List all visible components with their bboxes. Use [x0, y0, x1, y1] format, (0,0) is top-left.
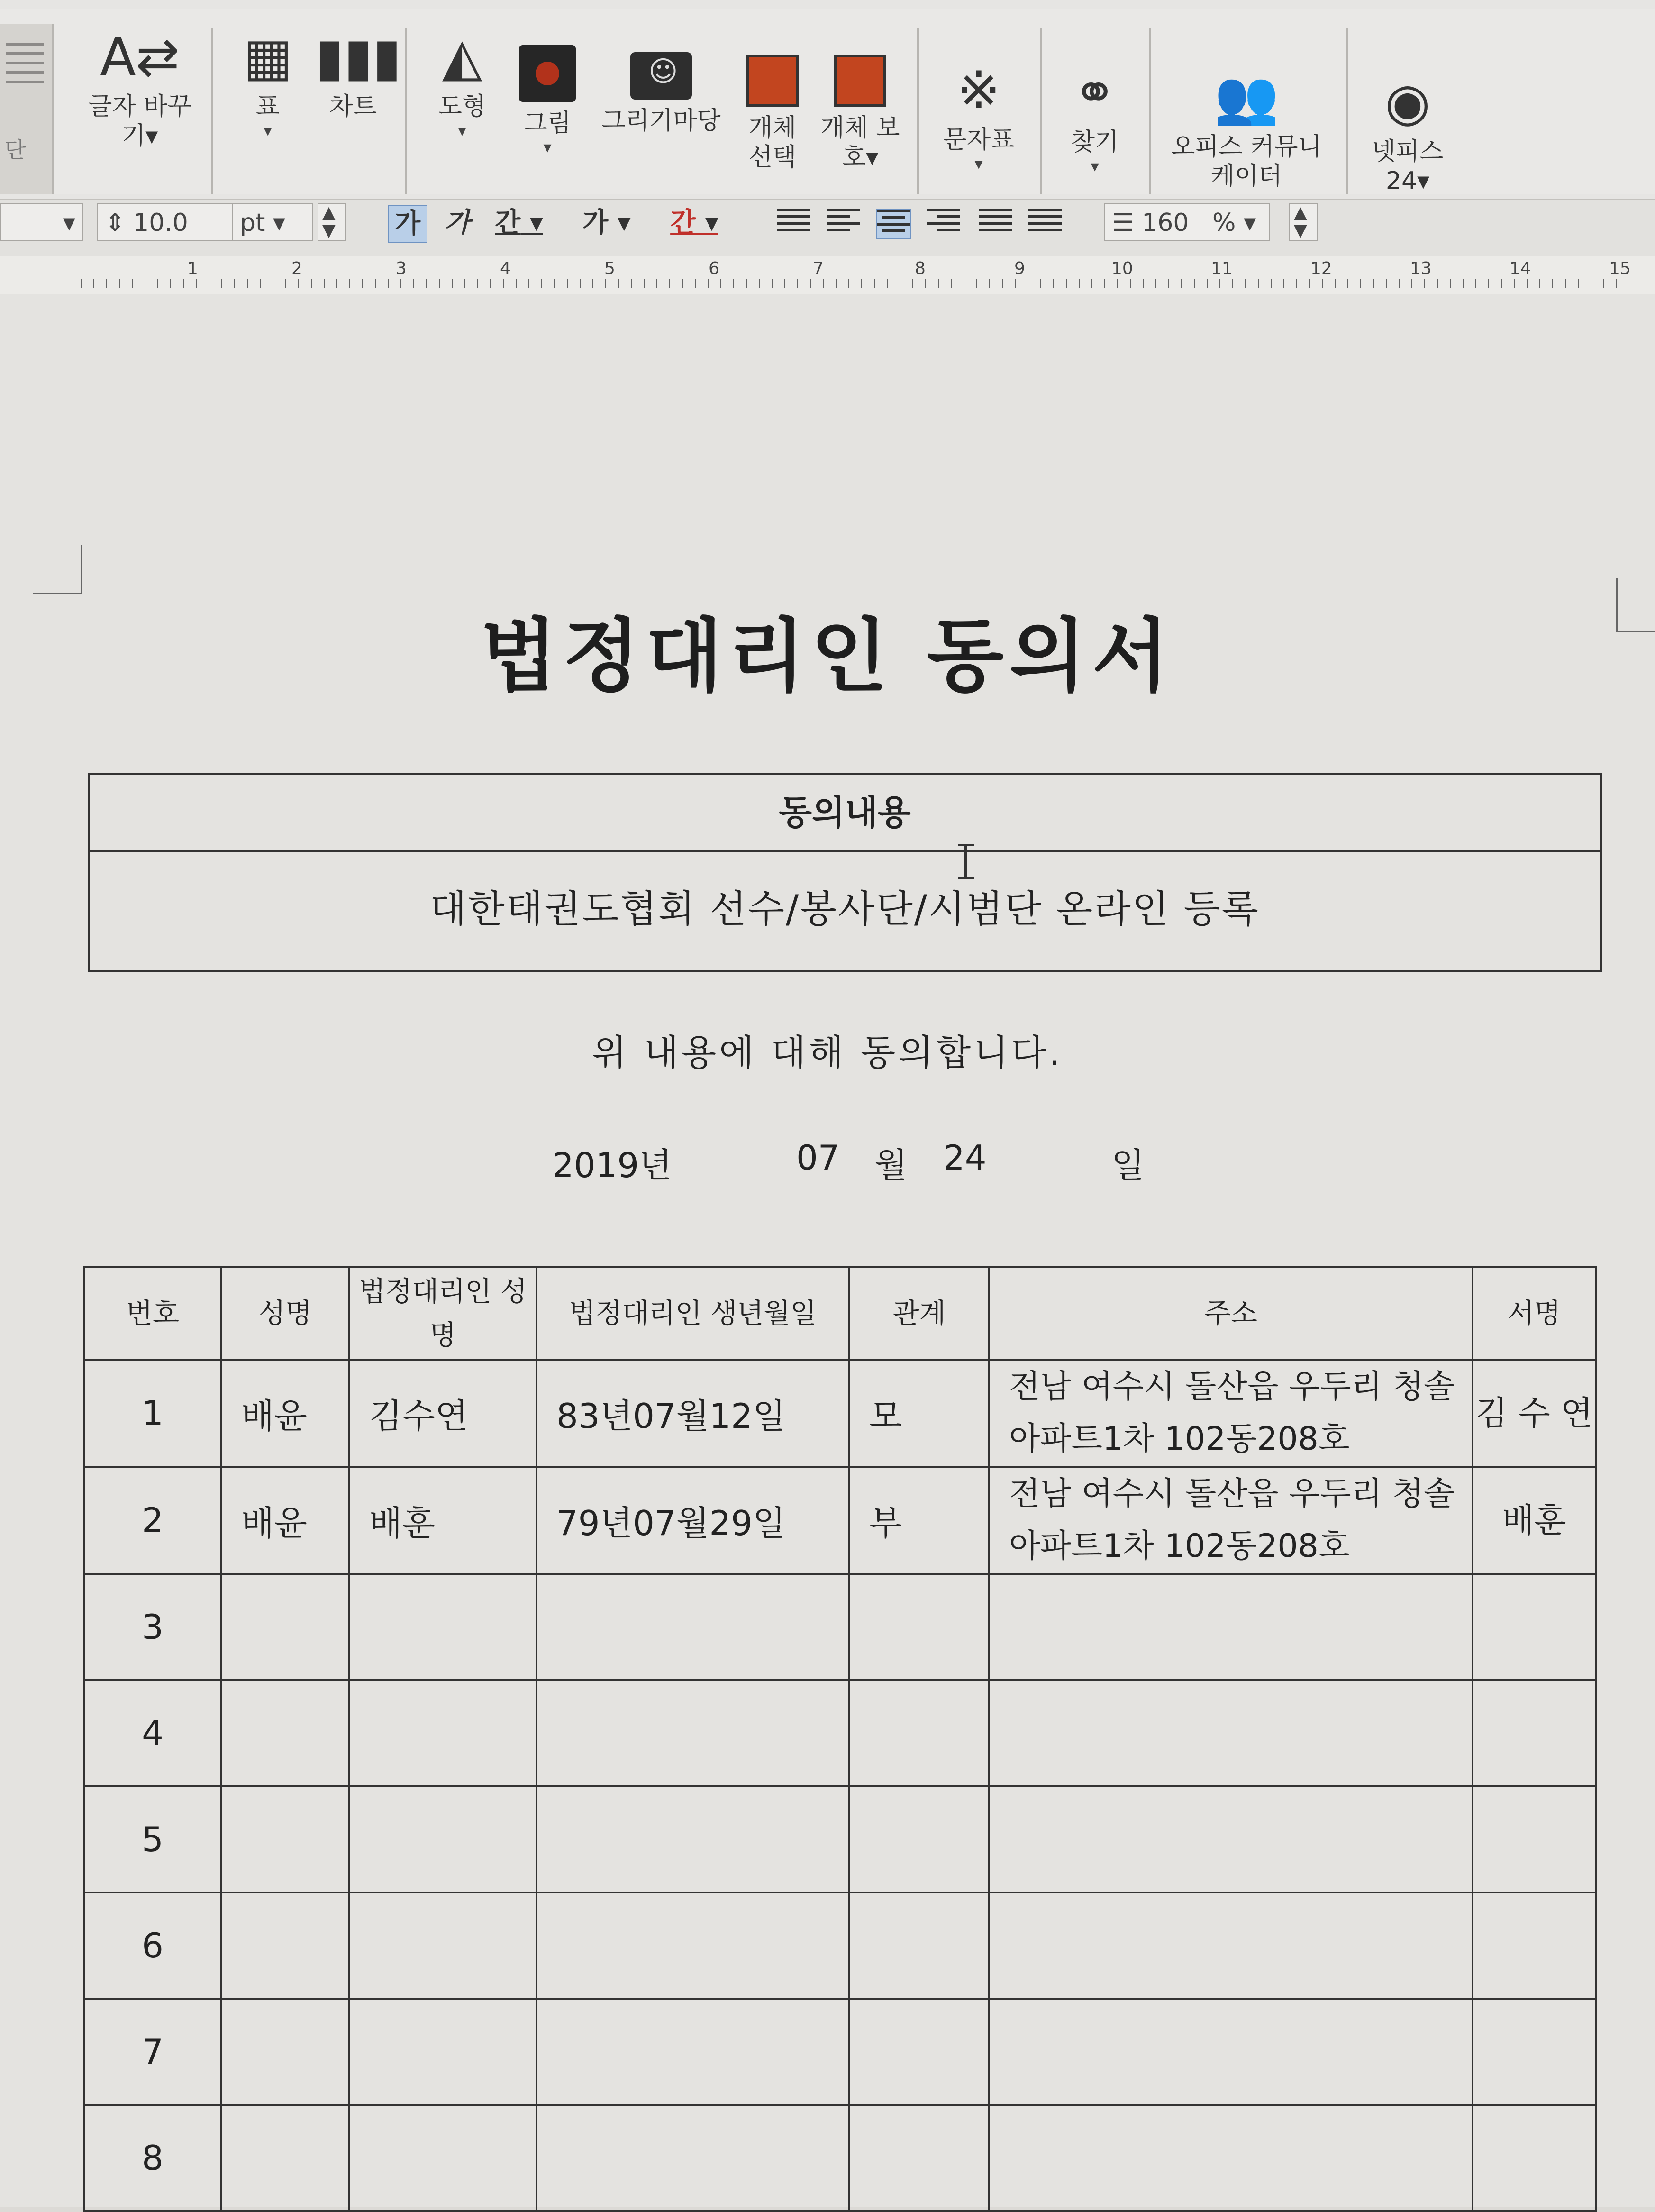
ruler-number: 10	[1111, 259, 1133, 278]
align-justify-button[interactable]	[777, 209, 810, 237]
ruler-ticks	[81, 279, 1627, 288]
font-unit-select[interactable]: pt ▾	[232, 203, 313, 241]
object-protect-button[interactable]	[820, 55, 900, 172]
cell-signature[interactable]	[1473, 1786, 1596, 1892]
ruler-number: 2	[291, 259, 302, 278]
style-dropdown[interactable]: ▾	[0, 203, 83, 241]
find-label: 찾기	[1071, 128, 1119, 156]
chart-button[interactable]	[315, 27, 401, 121]
agree-statement: 위 내용에 대해 동의합니다.	[591, 1032, 1064, 1074]
ruler-number: 6	[709, 259, 719, 278]
bold-label: 가	[394, 208, 421, 239]
cell-address[interactable]: 전남 여수시 돌산읍 우두리 청솔아파트1차 102동208호	[989, 1467, 1473, 1574]
date-year: 2019년	[552, 1145, 672, 1185]
cell-guardian-birth[interactable]	[537, 1574, 849, 1680]
strikethrough-label: 가	[582, 207, 609, 238]
ruler-number: 9	[1014, 259, 1025, 278]
ribbon-separator	[405, 28, 407, 194]
cell-address[interactable]	[989, 1892, 1473, 1999]
cell-guardian-name[interactable]	[349, 1999, 537, 2105]
font-color-button[interactable]: 간 ▾	[670, 207, 718, 238]
cell-relation[interactable]	[849, 2105, 989, 2211]
cell-guardian-birth[interactable]	[537, 1786, 849, 1892]
cell-relation[interactable]	[849, 1680, 989, 1786]
ribbon	[0, 9, 1655, 194]
shape-icon: ◭	[442, 27, 482, 87]
line-spacing-value: 160	[1142, 209, 1189, 237]
picture-icon	[519, 45, 576, 102]
cell-number[interactable]: 4	[84, 1680, 221, 1786]
cell-guardian-name[interactable]	[349, 1680, 537, 1786]
page-corner-mark	[33, 545, 82, 594]
ruler-number: 12	[1310, 259, 1332, 278]
line-spacing-unit: %	[1212, 209, 1236, 237]
drawing-gallery-button[interactable]	[592, 52, 730, 136]
cell-guardian-name[interactable]	[349, 1892, 537, 1999]
change-text-icon: A⇄	[100, 27, 180, 87]
line-spacing-icon: ☰	[1112, 209, 1142, 237]
cell-number[interactable]: 3	[84, 1574, 221, 1680]
table-row	[84, 1360, 1596, 1467]
cell-relation[interactable]: 모	[849, 1360, 989, 1467]
ribbon-separator	[211, 28, 213, 194]
ruler-number: 11	[1211, 259, 1233, 278]
ruler-number: 4	[500, 259, 511, 278]
shape-button[interactable]	[422, 28, 502, 140]
horizontal-ruler[interactable]	[0, 256, 1655, 295]
align-right-button[interactable]	[927, 209, 960, 237]
col-header-guardian-birth: 법정대리인 생년월일	[537, 1267, 849, 1360]
style-panel-strip[interactable]	[0, 24, 54, 194]
cell-guardian-birth[interactable]: 79년07월29일	[537, 1467, 849, 1574]
cell-address[interactable]: 전남 여수시 돌산읍 우두리 청솔아파트1차 102동208호	[989, 1360, 1473, 1467]
ruler-number: 8	[915, 259, 926, 278]
drawing-gallery-icon	[630, 52, 692, 100]
netffice-arrow: ▾	[1417, 167, 1430, 195]
change-text-arrow: ▾	[145, 122, 158, 150]
table-row	[84, 1574, 1596, 1680]
picture-label: 그림	[523, 109, 572, 137]
cell-signature[interactable]: 김 수 연	[1473, 1360, 1596, 1467]
align-left-button[interactable]	[827, 209, 860, 237]
underline-label: 간	[495, 207, 521, 238]
ribbon-separator	[1346, 28, 1348, 194]
cell-address[interactable]	[989, 2105, 1473, 2211]
cell-number[interactable]: 7	[84, 1999, 221, 2105]
cell-signature[interactable]	[1473, 1574, 1596, 1680]
ruler-number: 13	[1410, 259, 1432, 278]
office-communicator-button[interactable]	[1166, 69, 1327, 191]
cell-signature[interactable]	[1473, 1680, 1596, 1786]
object-protect-arrow: ▾	[866, 143, 879, 172]
picture-arrow: ▾	[543, 138, 552, 157]
cell-relation[interactable]	[849, 1892, 989, 1999]
object-select-label: 개체 선택	[748, 114, 797, 172]
italic-label: 가	[444, 207, 471, 238]
ruler-number: 5	[604, 259, 615, 278]
cell-guardian-birth[interactable]	[537, 2105, 849, 2211]
find-arrow: ▾	[1091, 157, 1099, 176]
ribbon-separator	[1040, 28, 1042, 194]
font-unit-value: pt	[240, 209, 265, 237]
strikethrough-button[interactable]: 가 ▾	[582, 207, 631, 238]
date-month: 07	[796, 1138, 840, 1178]
cell-number[interactable]: 8	[84, 2105, 221, 2211]
cell-name[interactable]	[221, 1786, 349, 1892]
cell-address[interactable]	[989, 1999, 1473, 2105]
table-arrow: ▾	[264, 121, 272, 140]
symbol-arrow: ▾	[974, 155, 983, 174]
cell-guardian-birth[interactable]: 83년07월12일	[537, 1360, 849, 1467]
table-row	[84, 1999, 1596, 2105]
table-row	[84, 1786, 1596, 1892]
cell-address[interactable]	[989, 1680, 1473, 1786]
align-distribute-button[interactable]	[979, 209, 1012, 237]
cell-guardian-birth[interactable]	[537, 1999, 849, 2105]
find-button[interactable]	[1052, 64, 1137, 176]
table-icon: ▦	[243, 27, 292, 87]
cell-name[interactable]	[221, 2105, 349, 2211]
netffice-button[interactable]	[1360, 73, 1455, 196]
table-label: 표	[255, 92, 280, 121]
cell-name[interactable]	[221, 1680, 349, 1786]
consent-box-header: 동의내용	[90, 775, 1600, 852]
cell-guardian-name[interactable]: 배훈	[349, 1467, 537, 1574]
cell-guardian-name[interactable]	[349, 2105, 537, 2211]
cell-relation[interactable]: 부	[849, 1467, 989, 1574]
cell-relation[interactable]	[849, 1999, 989, 2105]
change-text-label: 글자 바꾸기	[88, 92, 191, 150]
symbol-icon: ※	[956, 60, 1001, 120]
cell-number[interactable]: 2	[84, 1467, 221, 1574]
font-size-value: 10.0	[133, 209, 188, 237]
cell-number[interactable]: 1	[84, 1360, 221, 1467]
cell-guardian-birth[interactable]	[537, 1892, 849, 1999]
cell-number[interactable]: 6	[84, 1892, 221, 1999]
style-label: 단	[5, 137, 26, 163]
cell-address[interactable]	[989, 1786, 1473, 1892]
col-header-signature: 서명	[1473, 1267, 1596, 1360]
italic-button[interactable]	[438, 205, 476, 241]
ribbon-separator	[1149, 28, 1151, 194]
col-header-relation: 관계	[849, 1267, 989, 1360]
guardian-table	[83, 1266, 1597, 2212]
cell-name[interactable]: 배윤	[221, 1467, 349, 1574]
cell-signature[interactable]	[1473, 2105, 1596, 2211]
document-title: 법정대리인 동의서	[480, 610, 1175, 703]
line-spacing-field[interactable]: ☰ 160 % ▾	[1104, 203, 1270, 241]
line-spacing-spinner[interactable]: ▲ ▼	[1289, 203, 1318, 241]
cell-guardian-name[interactable]	[349, 1786, 537, 1892]
cell-address[interactable]	[989, 1574, 1473, 1680]
table-row	[84, 1467, 1596, 1574]
align-center-button[interactable]	[876, 209, 911, 239]
ribbon-separator	[917, 28, 919, 194]
date-month-unit: 월	[874, 1145, 908, 1185]
cell-guardian-name[interactable]: 김수연	[349, 1360, 537, 1467]
chart-label: 차트	[329, 92, 377, 121]
symbol-button[interactable]	[931, 62, 1026, 174]
table-row	[84, 2105, 1596, 2211]
netffice-icon: ◉	[1385, 72, 1430, 132]
cell-relation[interactable]	[849, 1786, 989, 1892]
cell-name[interactable]	[221, 1574, 349, 1680]
picture-button[interactable]	[509, 45, 585, 157]
table-button[interactable]	[232, 28, 303, 140]
cell-guardian-birth[interactable]	[537, 1680, 849, 1786]
ruler-number: 1	[187, 259, 198, 278]
col-header-name: 성명	[221, 1267, 349, 1360]
consent-box	[88, 773, 1602, 972]
table-header-row	[84, 1267, 1596, 1360]
object-protect-label: 개체 보호	[820, 114, 900, 172]
underline-button[interactable]: 간 ▾	[495, 207, 543, 238]
lock-icon	[834, 55, 886, 107]
object-select-icon	[746, 55, 799, 107]
cell-signature[interactable]	[1473, 1999, 1596, 2105]
font-size-field[interactable]	[97, 203, 239, 241]
office-communicator-label: 오피스 커뮤니케이터	[1171, 133, 1322, 191]
text-cursor-icon	[964, 844, 967, 879]
ruler-number: 14	[1510, 259, 1531, 278]
cell-number[interactable]: 5	[84, 1786, 221, 1892]
date-day: 24	[943, 1138, 987, 1178]
change-text-button[interactable]	[85, 28, 194, 151]
font-color-label: 간	[670, 207, 696, 238]
toolbar	[0, 0, 1655, 278]
font-size-icon: ⇕	[105, 209, 134, 237]
shape-label: 도형	[438, 92, 486, 121]
cell-name[interactable]	[221, 1892, 349, 1999]
netffice-label: 넷피스 24	[1372, 137, 1444, 195]
col-header-number: 번호	[84, 1267, 221, 1360]
col-header-address: 주소	[989, 1267, 1473, 1360]
symbol-label: 문자표	[943, 126, 1015, 154]
cell-name[interactable]: 배윤	[221, 1360, 349, 1467]
cell-signature[interactable]: 배훈	[1473, 1467, 1596, 1574]
style-lines-icon	[6, 43, 44, 90]
table-row	[84, 1680, 1596, 1786]
cell-guardian-name[interactable]	[349, 1574, 537, 1680]
ruler-number: 15	[1609, 259, 1631, 278]
table-row	[84, 1892, 1596, 1999]
bold-button[interactable]	[388, 205, 427, 243]
bar-chart-icon: ▮▮▮	[315, 27, 401, 87]
font-size-spinner[interactable]: ▲ ▼	[318, 203, 346, 241]
shape-arrow: ▾	[458, 121, 466, 140]
cell-name[interactable]	[221, 1999, 349, 2105]
align-divide-button[interactable]	[1028, 209, 1062, 237]
people-icon: 👥	[1214, 67, 1279, 128]
consent-box-content: 대한태권도협회 선수/봉사단/시범단 온라인 등록	[430, 887, 1260, 931]
ruler-number: 3	[396, 259, 407, 278]
binoculars-icon: ⚭	[1073, 62, 1117, 123]
cell-signature[interactable]	[1473, 1892, 1596, 1999]
col-header-guardian-name: 법정대리인 성명	[349, 1267, 537, 1360]
object-select-button[interactable]	[737, 55, 808, 172]
ruler-number: 7	[813, 259, 824, 278]
cell-relation[interactable]	[849, 1574, 989, 1680]
drawing-gallery-label: 그리기마당	[601, 107, 721, 135]
date-day-unit: 일	[1111, 1145, 1145, 1185]
